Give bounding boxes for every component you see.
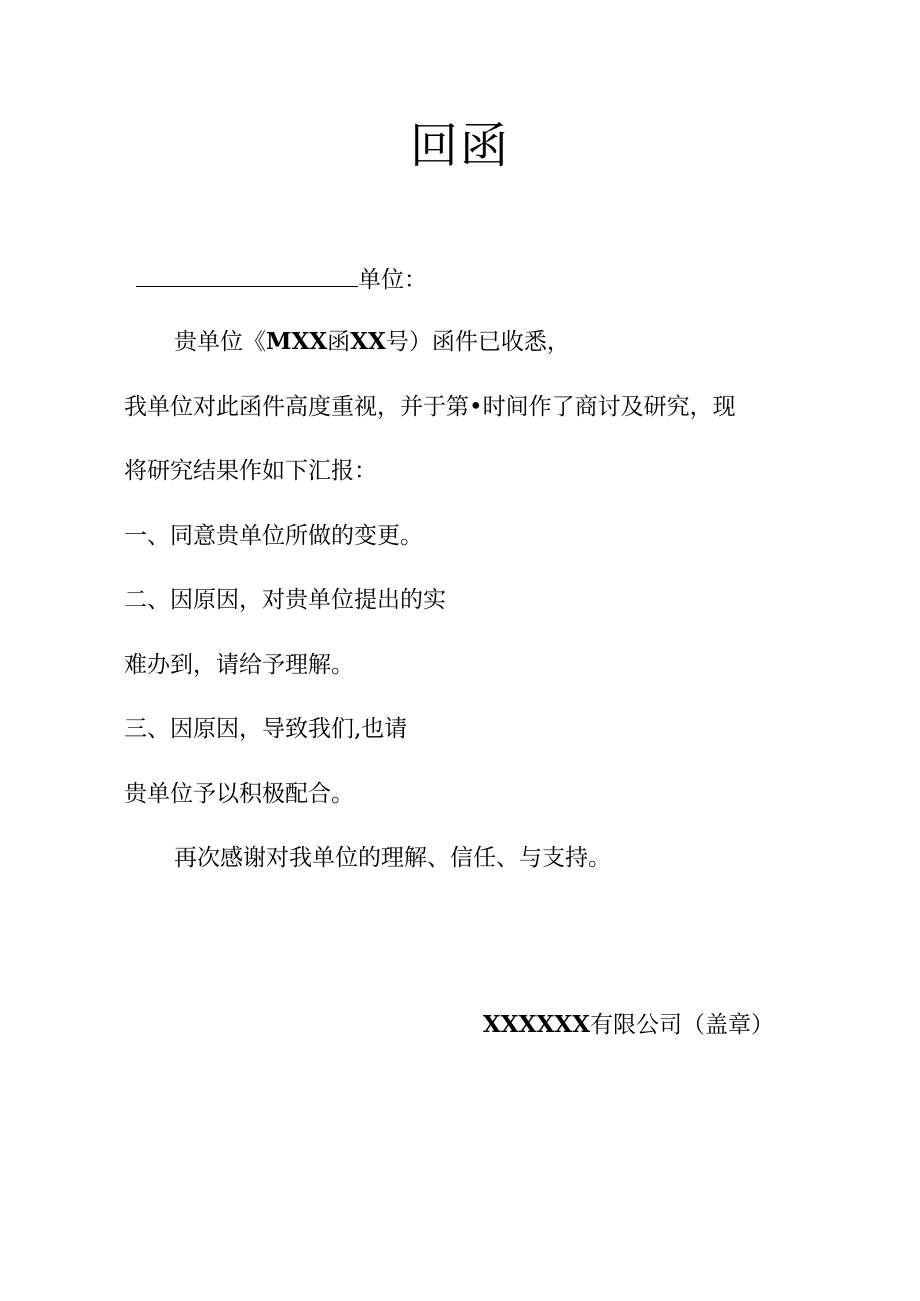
paragraph-received (174, 327, 570, 357)
addressee-line (136, 264, 427, 295)
paragraph-line: 将研究结果作如下汇报： (124, 458, 377, 484)
addressee-blank[interactable] (136, 264, 358, 287)
page-title: 回函 (409, 118, 510, 174)
list-item-three-continued: 贵单位予以积极配合。 (124, 781, 354, 807)
company-name-placeholder: XXXXXX (482, 1011, 590, 1038)
letter-code-number: XX (350, 328, 386, 355)
letter-code-prefix: MXX (266, 328, 328, 355)
letter-code-mid: 函 (327, 329, 351, 355)
company-seal-label: 有限公司（盖章） (590, 1012, 774, 1038)
signature-block (483, 1010, 774, 1040)
paragraph-received-prefix: 贵单位《 (174, 329, 266, 355)
list-item-two-continued: 难办到，请给予理解。 (124, 652, 354, 678)
list-item-two: 二、因原因，对贵单位提出的实 (124, 587, 446, 613)
addressee-label: 单位： (358, 267, 427, 293)
list-item-three: 三、因原因，导致我们,也请 (124, 716, 408, 742)
paragraph-received-suffix: 号）函件已收悉， (385, 329, 570, 355)
list-item-one: 一、同意贵单位所做的变更。 (124, 523, 423, 549)
paragraph-line: 我单位对此函件高度重视，并于第•时间作了商讨及研究，现 (124, 394, 736, 420)
closing-thanks: 再次感谢对我单位的理解、信任、与支持。 (174, 845, 611, 871)
